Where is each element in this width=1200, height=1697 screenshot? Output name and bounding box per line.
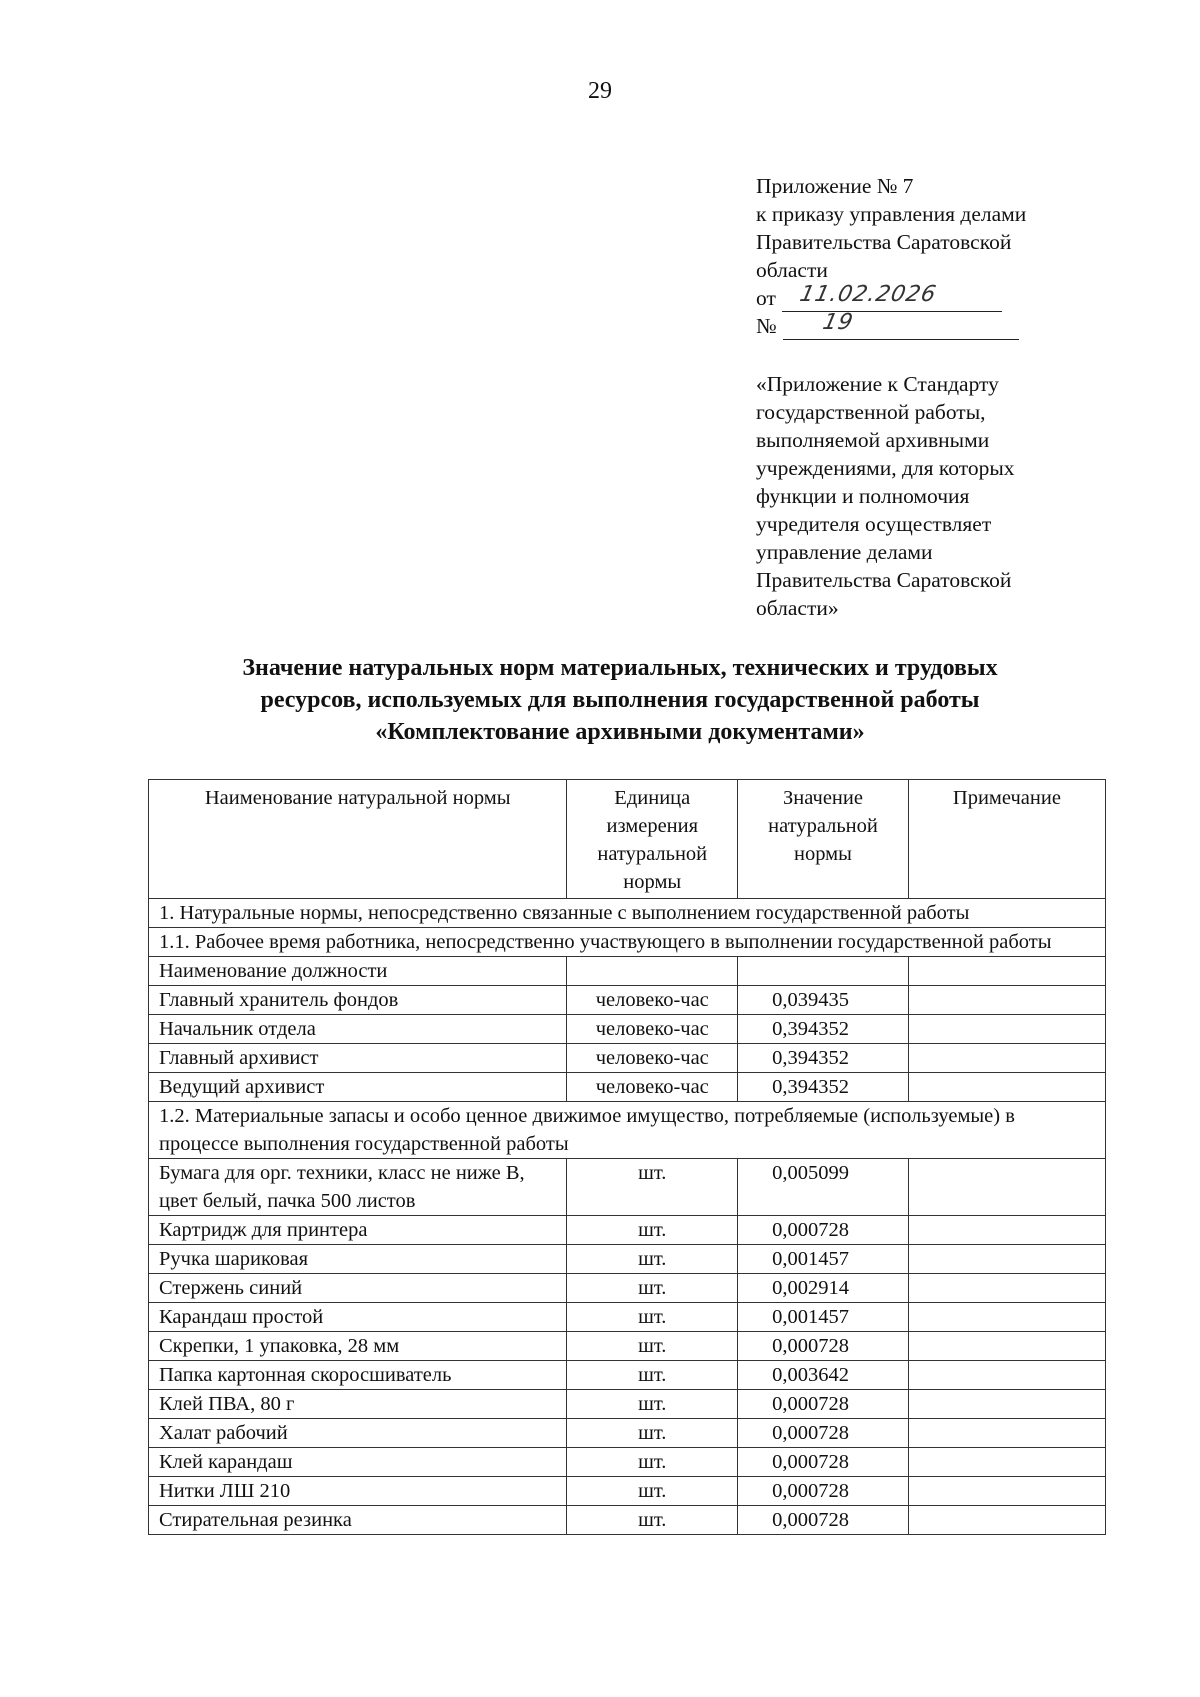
- cell-value: 0,001457: [738, 1245, 909, 1274]
- cell-value: 0,003642: [738, 1361, 909, 1390]
- table-row: [149, 1303, 1106, 1332]
- section-1-1: 1.1. Рабочее время работника, непосредственно участвующего в выполнении государственной работы: [149, 928, 1106, 957]
- cell-value: 0,000728: [738, 1390, 909, 1419]
- section-1: 1. Натуральные нормы, непосредственно связанные с выполнением государственной работы: [149, 899, 1106, 928]
- standard-line: «Приложение к Стандарту: [756, 372, 999, 396]
- cell-note: [908, 1044, 1105, 1073]
- cell-value: 0,000728: [738, 1216, 909, 1245]
- cell-name: Клей ПВА, 80 г: [149, 1390, 567, 1419]
- cell-name: Ведущий архивист: [149, 1073, 567, 1102]
- cell-empty: [908, 957, 1105, 986]
- header-note: Примечание: [908, 780, 1105, 899]
- cell-value: 0,002914: [738, 1274, 909, 1303]
- cell-value: 0,000728: [738, 1448, 909, 1477]
- date-label: от: [756, 286, 776, 310]
- cell-unit: шт.: [567, 1216, 738, 1245]
- cell-value: 0,000728: [738, 1332, 909, 1361]
- cell-value: 0,000728: [738, 1477, 909, 1506]
- page-number: 29: [588, 78, 612, 104]
- cell-note: [908, 1361, 1105, 1390]
- cell-name: Бумага для орг. техники, класс не ниже В, цвет белый, пачка 500 листов: [149, 1159, 567, 1216]
- cell-unit: человеко-час: [567, 1015, 738, 1044]
- document-title: [140, 652, 1100, 748]
- appendix-line: Правительства Саратовской: [756, 230, 1012, 254]
- section-row: [149, 1102, 1106, 1159]
- standard-line: управление делами: [756, 540, 933, 564]
- cell-name: Папка картонная скоросшиватель: [149, 1361, 567, 1390]
- number-field: [756, 312, 1086, 340]
- cell-note: [908, 1245, 1105, 1274]
- cell-unit: шт.: [567, 1159, 738, 1216]
- table-row: [149, 1073, 1106, 1102]
- table-row: [149, 1332, 1106, 1361]
- cell-note: [908, 1477, 1105, 1506]
- table-row: [149, 1390, 1106, 1419]
- cell-name: Главный архивист: [149, 1044, 567, 1073]
- cell-unit: шт.: [567, 1274, 738, 1303]
- cell-value: 0,394352: [738, 1044, 909, 1073]
- handwritten-date: 11.02.2026: [797, 282, 939, 307]
- cell-note: [908, 1274, 1105, 1303]
- date-field: [756, 284, 1086, 312]
- table-row: [149, 1506, 1106, 1535]
- cell-unit: шт.: [567, 1332, 738, 1361]
- section-row: [149, 899, 1106, 928]
- cell-unit: шт.: [567, 1419, 738, 1448]
- cell-empty: [567, 957, 738, 986]
- appendix-line: к приказу управления делами: [756, 202, 1027, 226]
- norms-table: [148, 779, 1106, 1535]
- table-row: [149, 1044, 1106, 1073]
- table-row: [149, 1477, 1106, 1506]
- table-body: [149, 899, 1106, 1102]
- cell-note: [908, 1506, 1105, 1535]
- table-row: [149, 957, 1106, 986]
- cell-unit: шт.: [567, 1303, 738, 1332]
- cell-name: Халат рабочий: [149, 1419, 567, 1448]
- cell-name: Начальник отдела: [149, 1015, 567, 1044]
- cell-unit: шт.: [567, 1245, 738, 1274]
- cell-note: [908, 1332, 1105, 1361]
- cell-unit: человеко-час: [567, 1044, 738, 1073]
- section-1-2: 1.2. Материальные запасы и особо ценное движимое имущество, потребляемые (используемые) в процессе выполнения государственной работы: [149, 1102, 1106, 1159]
- number-blank: [783, 310, 1019, 340]
- cell-value: 0,039435: [738, 986, 909, 1015]
- cell-note: [908, 1015, 1105, 1044]
- appendix-header: [756, 172, 1086, 340]
- table-row: [149, 1274, 1106, 1303]
- table-header-row: [149, 780, 1106, 899]
- table-row: [149, 1159, 1106, 1216]
- cell-note: [908, 1303, 1105, 1332]
- cell-unit: шт.: [567, 1506, 738, 1535]
- cell-value: 0,394352: [738, 1073, 909, 1102]
- cell-name: Ручка шариковая: [149, 1245, 567, 1274]
- title-line: Значение натуральных норм материальных, технических и трудовых: [242, 655, 998, 681]
- cell-name: Стирательная резинка: [149, 1506, 567, 1535]
- cell-unit: шт.: [567, 1361, 738, 1390]
- header-name: Наименование натуральной нормы: [149, 780, 567, 899]
- table-row: [149, 1216, 1106, 1245]
- header-value: Значение натуральной нормы: [738, 780, 909, 899]
- cell-note: [908, 1216, 1105, 1245]
- appendix-line: области: [756, 258, 828, 282]
- date-blank: [782, 282, 1002, 312]
- cell-note: [908, 1159, 1105, 1216]
- cell-name: Нитки ЛШ 210: [149, 1477, 567, 1506]
- table-row: [149, 986, 1106, 1015]
- cell-name: Картридж для принтера: [149, 1216, 567, 1245]
- cell-name: Скрепки, 1 упаковка, 28 мм: [149, 1332, 567, 1361]
- standard-line: учреждениями, для которых: [756, 456, 1015, 480]
- cell-note: [908, 1419, 1105, 1448]
- cell-empty: [738, 957, 909, 986]
- table-row: [149, 1361, 1106, 1390]
- table-row: [149, 1419, 1106, 1448]
- standard-line: государственной работы,: [756, 400, 986, 424]
- standard-line: Правительства Саратовской: [756, 568, 1012, 592]
- cell-value: 0,001457: [738, 1303, 909, 1332]
- standard-line: учредителя осуществляет: [756, 512, 992, 536]
- cell-unit: шт.: [567, 1390, 738, 1419]
- cell-note: [908, 1448, 1105, 1477]
- standard-line: функции и полномочия: [756, 484, 970, 508]
- standard-line: выполняемой архивными: [756, 428, 990, 452]
- cell-name: Клей карандаш: [149, 1448, 567, 1477]
- cell-unit: шт.: [567, 1477, 738, 1506]
- cell-value: 0,000728: [738, 1506, 909, 1535]
- header-unit: Единица измерения натуральной нормы: [567, 780, 738, 899]
- table-row: [149, 1448, 1106, 1477]
- position-header: Наименование должности: [149, 957, 567, 986]
- cell-name: Карандаш простой: [149, 1303, 567, 1332]
- handwritten-number: 19: [819, 310, 856, 335]
- cell-unit: шт.: [567, 1448, 738, 1477]
- table-row: [149, 1015, 1106, 1044]
- number-label: №: [756, 314, 777, 338]
- standard-line: области»: [756, 596, 839, 620]
- cell-value: 0,394352: [738, 1015, 909, 1044]
- cell-unit: человеко-час: [567, 1073, 738, 1102]
- cell-note: [908, 1073, 1105, 1102]
- title-line: «Комплектование архивными документами»: [375, 719, 865, 745]
- title-line: ресурсов, используемых для выполнения государственной работы: [260, 687, 980, 713]
- cell-value: 0,000728: [738, 1419, 909, 1448]
- cell-note: [908, 986, 1105, 1015]
- cell-name: Главный хранитель фондов: [149, 986, 567, 1015]
- cell-note: [908, 1390, 1105, 1419]
- table-row: [149, 1245, 1106, 1274]
- cell-unit: человеко-час: [567, 986, 738, 1015]
- cell-name: Стержень синий: [149, 1274, 567, 1303]
- table-body-materials: [149, 1102, 1106, 1535]
- appendix-line: Приложение № 7: [756, 174, 914, 198]
- cell-value: 0,005099: [738, 1159, 909, 1216]
- section-row: [149, 928, 1106, 957]
- standard-reference: [756, 370, 1086, 622]
